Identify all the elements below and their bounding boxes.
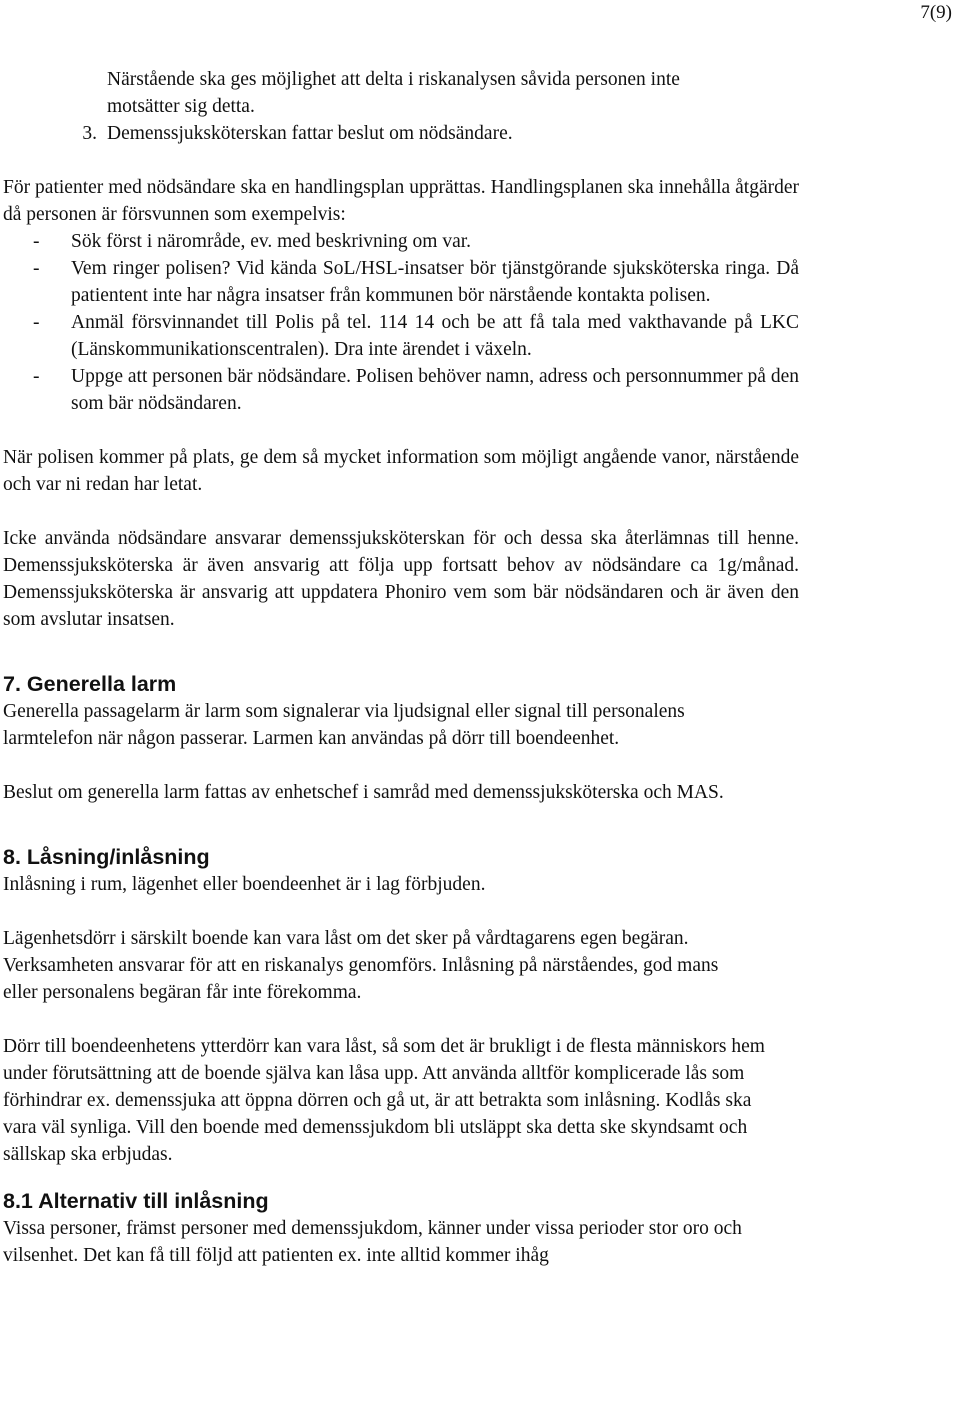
list-item: - Anmäl försvinnandet till Polis på tel. 114 14 och be att få tala med vakthavande på LKC (Länskommunikationscentralen). Dra inte ärendet i växeln. [3, 309, 799, 363]
item-number: 3. [82, 123, 97, 144]
intro-line-1: Närstående ska ges möjlighet att delta i riskanalysen såvida personen inte [107, 69, 680, 90]
action-list [3, 228, 799, 417]
list-item-text: Uppge att personen bär nödsändare. Polisen behöver namn, adress och personnummer på den som bär nödsändaren. [71, 366, 799, 414]
list-item: - Sök först i närområde, ev. med beskrivning om var. [3, 228, 799, 255]
section-7-paragraph-1: Generella passagelarm är larm som signalerar via ljudsignal eller signal till personalens larmtelefon när någon passerar. Larmen kan användas på dörr till boendeenhet. [3, 701, 685, 749]
list-item-text: Sök först i närområde, ev. med beskrivning om var. [71, 231, 472, 252]
intro-line-2: motsätter sig detta. [107, 96, 255, 117]
section-8-paragraph-1: Inlåsning i rum, lägenhet eller boendeenhet är i lag förbjuden. [3, 874, 486, 895]
police-paragraph: När polisen kommer på plats, ge dem så mycket information som möjligt angående vanor, närstående och var ni redan har letat. [3, 447, 799, 495]
section-7-paragraph-2: Beslut om generella larm fattas av enhetschef i samråd med demenssjuksköterska och MAS. [3, 782, 724, 803]
document-body [3, 66, 799, 1269]
list-item-text: Anmäl försvinnandet till Polis på tel. 114 14 och be att få tala med vakthavande på LKC (Länskommunikationscentralen). Dra inte ärendet i växeln. [71, 312, 799, 360]
section-8-1-paragraph-1: Vissa personer, främst personer med demenssjukdom, känner under vissa perioder stor oro och vilsenhet. Det kan få till följd att patienten ex. inte alltid kommer ihåg [3, 1218, 742, 1266]
list-item: - Vem ringer polisen? Vid kända SoL/HSL-insatser bör tjänstgörande sjuksköterska ringa. Då patientent inte har några insatser från kommunen bör närstående kontakta polisen. [3, 255, 799, 309]
section-heading-7: 7. Generella larm [3, 672, 177, 696]
item-text: Demenssjuksköterskan fattar beslut om nödsändare. [107, 123, 513, 144]
section-heading-8-1: 8.1 Alternativ till inlåsning [3, 1189, 269, 1213]
handlingsplan-intro: För patienter med nödsändare ska en handlingsplan upprättas. Handlingsplanen ska innehålla åtgärder då personen är försvunnen som exempelvis: [3, 177, 799, 225]
list-item-text: Vem ringer polisen? Vid kända SoL/HSL-insatser bör tjänstgörande sjuksköterska ringa. Då patientent inte har några insatser från kommunen bör närstående kontakta polisen. [71, 258, 799, 306]
page-number: 7(9) [920, 2, 952, 23]
unused-transmitter-paragraph: Icke använda nödsändare ansvarar demenssjuksköterskan för och dessa ska återlämnas till henne. Demenssjuksköterska är även ansvarig att följa upp fortsatt behov av nödsändare ca 1g/månad. Demenssjuksköterska är ansvarig att uppdatera Phoniro vem som bär nödsändaren och är även den som avslutar insatsen. [3, 528, 799, 630]
section-8-paragraph-3: Dörr till boendeenhetens ytterdörr kan vara låst, så som det är brukligt i de flesta människors hem under förutsättning att de boende själva kan låsa upp. Att använda alltför komplicerade lås som förhindrar ex. demenssjuka att öppna dörren och gå ut, är att betrakta som inlåsning. Kodlås ska vara väl synliga. Vill den boende med demenssjukdom bli utsläppt ska detta ske skyndsamt och sällskap ska erbjudas. [3, 1036, 765, 1165]
list-item: - Uppge att personen bär nödsändare. Polisen behöver namn, adress och personnummer på den som bär nödsändaren. [3, 363, 799, 417]
section-heading-8: 8. Låsning/inlåsning [3, 845, 210, 869]
numbered-item-3 [3, 120, 799, 147]
section-8-paragraph-2: Lägenhetsdörr i särskilt boende kan vara låst om det sker på vårdtagarens egen begäran. Verksamheten ansvarar för att en riskanalys genomförs. Inlåsning på närståendes, god mans eller personalens begäran får inte förekomma. [3, 928, 719, 1003]
